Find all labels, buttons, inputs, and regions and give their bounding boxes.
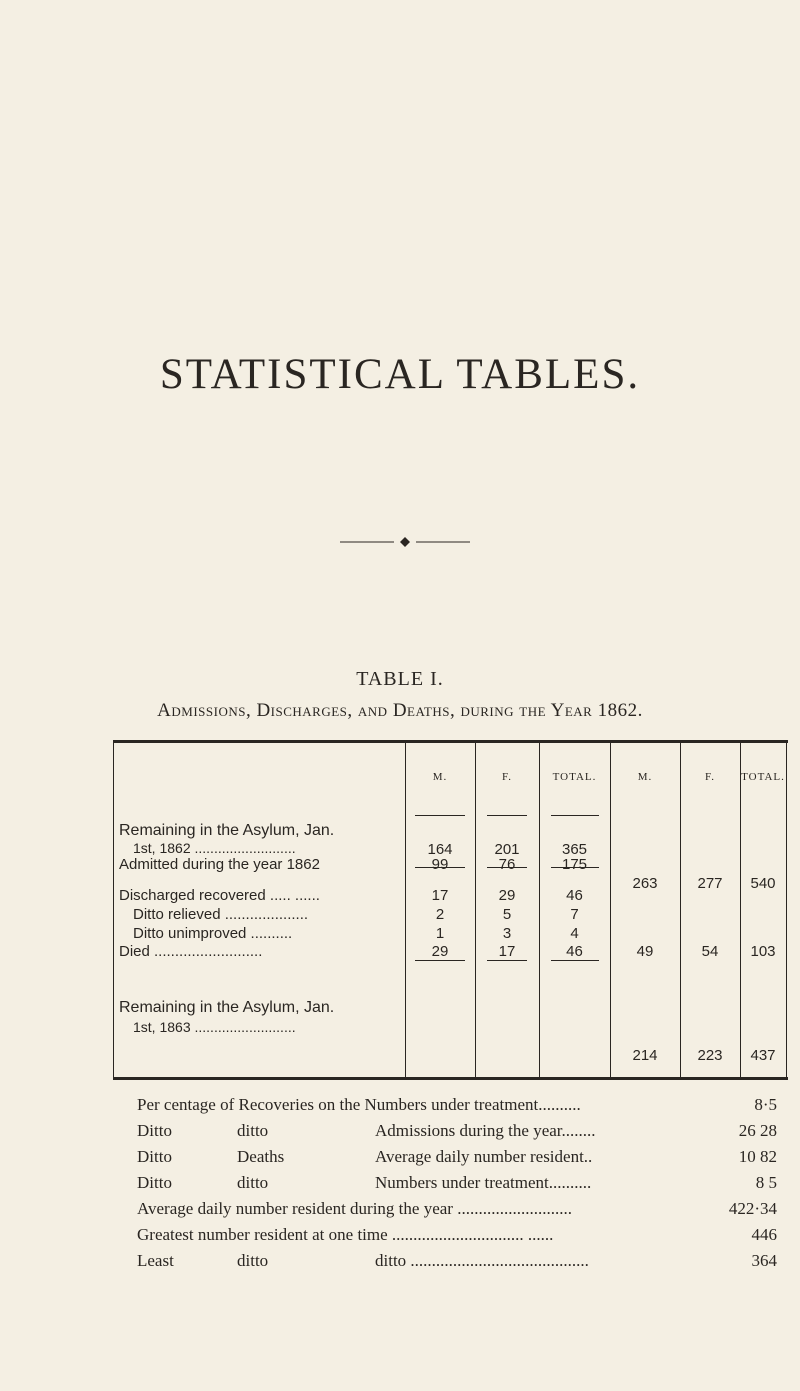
cell-remaining-1862-f: 201 — [494, 841, 520, 858]
table-caption: Admissions, Discharges, and Deaths, during the Year 1862. — [157, 700, 643, 721]
summary-text: Ditto — [137, 1147, 172, 1166]
summary-text: Least — [137, 1251, 174, 1270]
summary-text: Admissions during the year........ — [375, 1121, 596, 1140]
summary-text: Per centage of Recoveries on the Numbers under treatment.......... — [137, 1095, 581, 1114]
cell-unimproved-f: 3 — [502, 925, 512, 942]
cell-recovered-m: 17 — [431, 887, 449, 904]
summary-value: 8 5 — [755, 1173, 777, 1192]
summary-text: ditto — [237, 1251, 269, 1270]
cell-relieved-f: 5 — [502, 906, 512, 923]
cell-unimproved-total: 4 — [570, 925, 579, 942]
cell-remaining-1862-total: 365 — [561, 841, 588, 858]
cell-under-treatment-total: 540 — [750, 875, 776, 892]
summary-text: ditto — [237, 1173, 269, 1192]
row-label-remaining-1863-b: 1st, 1863 .......................... — [133, 1019, 296, 1035]
summary-line — [137, 1095, 777, 1119]
summary-text: Numbers under treatment.......... — [375, 1173, 592, 1192]
cell-under-treatment-f: 277 — [697, 875, 723, 892]
cell-relieved-m: 2 — [435, 906, 445, 923]
cell-admitted-f: 76 — [498, 856, 516, 873]
summary-text: ditto .......................................... — [375, 1251, 589, 1270]
header-total-2: TOTAL. — [741, 771, 785, 783]
cell-recovered-f: 29 — [498, 887, 516, 904]
summary-line — [137, 1251, 777, 1275]
summary-text: Average daily number resident.. — [375, 1147, 593, 1166]
row-label-remaining-1862-b: 1st, 1862 .......................... — [133, 840, 296, 856]
cell-remaining-1863-f: 223 — [697, 1047, 723, 1064]
summary-text: Ditto — [137, 1121, 172, 1140]
summary-line — [137, 1121, 777, 1145]
cell-under-treatment-m: 263 — [632, 875, 658, 892]
table-label: TABLE I. — [356, 668, 444, 690]
summary-value: 10 82 — [738, 1147, 777, 1166]
cell-remaining-1862-m: 164 — [427, 841, 453, 858]
cell-relieved-total: 7 — [570, 906, 579, 923]
row-label-recovered: Discharged recovered ..... ...... — [119, 887, 320, 904]
cell-discharged-total-m: 49 — [636, 943, 654, 960]
row-label-admitted: Admitted during the year 1862 — [119, 856, 320, 873]
row-label-unimproved: Ditto unimproved .......... — [133, 925, 293, 942]
summary-value: 8·5 — [754, 1095, 777, 1114]
summary-text: Ditto — [137, 1173, 172, 1192]
summary-line — [137, 1147, 777, 1171]
cell-died-total: 46 — [566, 943, 583, 960]
header-total: TOTAL. — [552, 771, 597, 783]
summary-value: 26 28 — [738, 1121, 777, 1140]
cell-recovered-total: 46 — [566, 887, 583, 904]
row-label-remaining-1862-a: Remaining in the Asylum, Jan. — [119, 822, 335, 839]
cell-discharged-total-f: 54 — [701, 943, 719, 960]
summary-text: Greatest number resident at one time ............................... ...... — [137, 1225, 554, 1244]
cell-died-m: 29 — [431, 943, 449, 960]
summary-line — [137, 1199, 777, 1223]
row-label-relieved: Ditto relieved .................... — [133, 906, 309, 923]
cell-admitted-m: 99 — [431, 856, 449, 873]
cell-died-f: 17 — [498, 943, 516, 960]
summary-line — [137, 1225, 777, 1249]
cell-unimproved-m: 1 — [435, 925, 445, 942]
cell-remaining-1863-m: 214 — [632, 1047, 658, 1064]
summary-value: 422·34 — [728, 1199, 777, 1218]
statistics-table — [113, 740, 788, 1080]
divider-ornament — [340, 536, 470, 548]
summary-value: 364 — [751, 1251, 777, 1270]
page-title: STATISTICAL TABLES. — [159, 351, 641, 398]
cell-discharged-total-total: 103 — [750, 943, 776, 960]
cell-admitted-total: 175 — [561, 856, 588, 873]
header-f-2: F. — [705, 771, 715, 783]
cell-remaining-1863-total: 437 — [750, 1047, 776, 1064]
summary-line — [137, 1173, 777, 1197]
header-m-2: M. — [637, 771, 653, 783]
summary-text: Average daily number resident during the year ........................... — [137, 1199, 572, 1218]
header-f: F. — [502, 771, 512, 783]
row-label-remaining-1863-a: Remaining in the Asylum, Jan. — [119, 999, 335, 1016]
summary-value: 446 — [751, 1225, 777, 1244]
summary-text: ditto — [237, 1121, 269, 1140]
summary-text: Deaths — [237, 1147, 285, 1166]
row-label-died: Died .......................... — [119, 943, 263, 960]
header-m: M. — [432, 771, 448, 783]
